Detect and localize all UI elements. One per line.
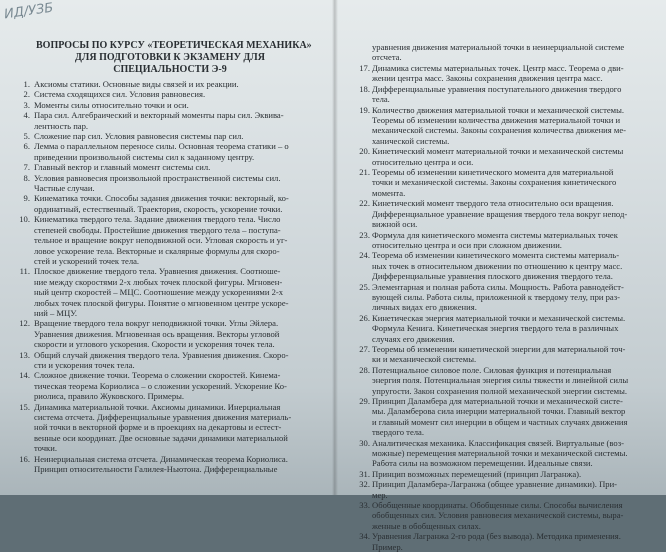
question-number: 29.: [359, 396, 370, 406]
question-text-line: Лемма о параллельном переносе силы. Основная теорема статики – о: [34, 141, 289, 152]
question-text-line: Кинетический момент твердого тела относительно оси вращения.: [372, 198, 614, 209]
question-number: 32.: [359, 479, 370, 490]
question-text-line: Дифференциальные уравнения плоского движения твердого тела.: [372, 271, 613, 282]
question-text-line: ки и механической системы.: [372, 354, 477, 365]
question-item: [350, 500, 650, 531]
question-item: [10, 173, 316, 194]
question-item: [350, 469, 650, 479]
question-text-line: ние между скоростями 2-х любых точек плоской фигуры. Мгновен-: [34, 276, 283, 287]
question-text-line: Пара сил. Алгебраический и векторный моменты пары сил. Эквива-: [34, 110, 284, 121]
question-text-line: Кинетическая энергия материальной точки и механической системы.: [372, 312, 626, 323]
question-item: [350, 479, 650, 500]
question-text-line: Уравнения Лагранжа 2-го рода (без вывода). Методика применения.: [372, 531, 621, 542]
question-number: 18.: [359, 83, 370, 94]
question-text-line: относительно центра и оси при сложном движении.: [372, 239, 562, 250]
question-number: 23.: [359, 229, 370, 240]
question-number: 2.: [23, 89, 30, 100]
question-text-line: точки.: [34, 443, 57, 454]
question-item: [350, 105, 650, 147]
question-text-line: Уравнения движения. Мгновенная ось вращения. Векторы угловой: [34, 328, 280, 339]
question-item: [350, 396, 650, 438]
question-number: 28.: [359, 364, 370, 375]
question-text-line: Теоремы об изменении кинетического момента для материальной: [372, 167, 614, 178]
question-text-line: Динамика материальной точки. Аксиомы динамики. Инерциальная: [34, 401, 281, 412]
question-text-line: система отсчета. Дифференциальные уравнения движения материаль-: [34, 412, 292, 422]
question-text-line: Неинерциальная система отсчета. Динамическая теорема Кориолиса.: [34, 453, 288, 464]
question-text-line: обобщенных сил. Условия равновесия механической системы, выра-: [372, 510, 624, 521]
question-text-line: мы. Даламберова сила инерции материальной точки. Главный вектор: [372, 406, 626, 417]
question-text-line: ханической системы.: [372, 135, 450, 146]
question-text-line: Количество движения материальной точки и механической системы.: [372, 104, 625, 115]
question-text-line: стей и ускорений точек тела.: [34, 255, 140, 266]
question-text-line: Общий случай движения твердого тела. Уравнения движения. Скоро-: [34, 349, 289, 360]
question-text-line: ний – МЦУ.: [34, 307, 78, 318]
question-item: [350, 167, 650, 198]
question-text-line: ловое ускорение тела. Векторные и скалярные формулы для скоро-: [34, 245, 280, 256]
question-number: 8.: [23, 172, 30, 183]
question-number: 25.: [359, 281, 370, 292]
question-text-line: Кинематика твердого тела. Задание движения твердого тела. Число: [34, 214, 281, 225]
question-text-line: женные в обобщенных силах.: [372, 520, 481, 531]
question-text-line: Кинематика точки. Способы задания движения точки: векторный, ко-: [34, 193, 289, 204]
question-item: [10, 110, 316, 131]
question-text-line: Пример.: [372, 541, 403, 552]
question-list-right: [350, 63, 650, 552]
question-text-line: личных видах его движения.: [372, 302, 477, 313]
question-text-line: вижной оси.: [372, 219, 418, 230]
question-text-line: Кинетический момент материальной точки и механической системы: [372, 146, 624, 157]
question-number: 30.: [359, 437, 370, 448]
question-item: [10, 318, 316, 349]
question-text-line: тела.: [372, 94, 390, 105]
question-number: 19.: [359, 104, 370, 115]
question-number: 6.: [23, 141, 30, 152]
question-number: 1.: [23, 79, 30, 89]
question-number: 21.: [359, 167, 370, 178]
question-item: [350, 146, 650, 167]
question-list-left: [10, 79, 316, 474]
question-item: [350, 250, 650, 281]
question-text-line: риолиса, правило Жуковского. Примеры.: [34, 391, 185, 402]
question-text-line: любых точек плоской фигуры. Понятие о мгновенном центре ускоре-: [34, 297, 289, 308]
question-number: 10.: [19, 214, 30, 225]
question-item: [10, 141, 316, 162]
question-number: 11.: [19, 266, 30, 277]
question-item: [350, 531, 650, 552]
question-item: [10, 89, 316, 99]
question-item: [10, 193, 316, 214]
question-item: [10, 162, 316, 172]
question-item: [350, 313, 650, 344]
question-number: 15.: [19, 401, 30, 412]
question-text-line: Моменты силы относительно точки и оси.: [34, 99, 189, 110]
question-number: 27.: [359, 343, 370, 354]
question-text-line: Потенциальное силовое поле. Силовая функция и потенциальная: [372, 364, 612, 375]
page-fold: [332, 0, 338, 495]
question-text-line: Главный вектор и главный момент системы сил.: [34, 162, 211, 173]
question-item: [10, 370, 316, 401]
question-text-line: Дифференциальные уравнения поступательного движения твердого: [372, 83, 622, 94]
title-line: ДЛЯ ПОДГОТОВКИ К ЭКЗАМЕНУ ДЛЯ: [75, 52, 265, 63]
continuation-line: отсчета.: [372, 52, 402, 63]
question-text-line: ных точек в относительном движении по отношению к центру масс.: [372, 260, 623, 271]
question-item: [350, 282, 650, 313]
title-line: СПЕЦИАЛЬНОСТИ Э-9: [113, 64, 227, 75]
question-text-line: скорости и углового ускорения. Скорости и ускорения точек тела.: [34, 339, 275, 350]
question-text-line: сти и ускорения точек тела.: [34, 359, 135, 370]
question-text-line: Формула Кенига. Кинетическая энергия твердого тела в различных: [372, 323, 619, 334]
question-text-line: относительно центра и оси.: [372, 156, 474, 167]
question-number: 4.: [23, 110, 30, 121]
question-text-line: Принцип относительности Галилея-Ньютона. Дифференциальные: [34, 464, 278, 475]
question-number: 12.: [19, 318, 30, 329]
question-text-line: Принцип возможных перемещений (принцип Лагранжа).: [372, 468, 582, 479]
question-item: [10, 100, 316, 110]
question-item: [10, 350, 316, 371]
question-text-line: лентность пар.: [34, 120, 89, 131]
question-number: 31.: [359, 468, 370, 479]
question-number: 14.: [19, 370, 30, 381]
question-item: [350, 344, 650, 365]
question-text-line: Принцип Даламбера-Лагранжа (общее уравнение динамики). При-: [372, 479, 618, 490]
question-text-line: Условия равновесия произвольной пространственной системы сил.: [34, 172, 281, 183]
question-text-line: Дифференциальное уравнение вращения твердого тела вокруг непод-: [372, 208, 628, 219]
question-text-line: вующей силы. Работа силы, приложенной к твердому телу, при раз-: [372, 291, 621, 302]
question-text-line: Обобщенные координаты. Обобщенные силы. Способы вычисления: [372, 500, 623, 511]
question-number: 9.: [23, 193, 30, 204]
page-title: [36, 40, 312, 76]
question-text-line: и главный момент сил инерции в общем и частных случаях движения: [372, 416, 628, 427]
question-number: 20.: [359, 146, 370, 157]
question-text-line: тическая теорема Кориолиса – о сложении ускорений. Ускорение Ко-: [34, 380, 287, 391]
question-item: [10, 79, 316, 89]
question-text-line: приведении произвольной системы сил к заданному центру.: [34, 151, 255, 162]
question-text-line: Частные случаи.: [34, 183, 95, 194]
question-text-line: Аналитическая механика. Классификация связей. Виртуальные (воз-: [372, 437, 624, 448]
question-text-line: Сложение пар сил. Условия равновесия системы пар сил.: [34, 131, 244, 142]
continuation-text: [372, 42, 624, 63]
question-text-line: степеней свободы. Простейшие движения твердого тела – поступа-: [34, 224, 281, 235]
question-text-line: упругости. Закон сохранения полной механической энергии системы.: [372, 385, 628, 396]
question-text-line: Теоремы об изменении количества движения материальной точки и: [372, 115, 621, 126]
question-text-line: случаях его движения.: [372, 333, 455, 344]
question-number: 16.: [19, 453, 30, 464]
handwritten-note: ИД/УЗБ: [3, 0, 55, 23]
question-text-line: Аксиомы статики. Основные виды связей и их реакции.: [34, 79, 239, 89]
question-text-line: Плоское движение твердого тела. Уравнения движения. Соотноше-: [34, 266, 281, 277]
question-text-line: момента.: [372, 187, 406, 198]
question-text-line: Принцип Даламбера для материальной точки и механической систе-: [372, 396, 623, 406]
question-text-line: Система сходящихся сил. Условия равновесия.: [34, 89, 206, 100]
question-text-line: ный центр скоростей – МЦС. Соотношение между ускорениями 2-х: [34, 287, 284, 298]
question-text-line: венные оси координат. Две основные задачи динамики материальной: [34, 432, 288, 443]
question-text-line: ной точки в векторной форме и в проекциях на декартовы и естест-: [34, 422, 282, 433]
question-number: 33.: [359, 500, 370, 511]
question-text-line: твердого тела.: [372, 427, 425, 438]
question-number: 13.: [19, 349, 30, 360]
question-number: 22.: [359, 198, 370, 209]
question-number: 5.: [23, 131, 30, 142]
question-item: [10, 402, 316, 454]
question-number: 17.: [359, 63, 370, 73]
question-text-line: энергия поля. Потенциальная энергия силы тяжести и линейной силы: [372, 375, 629, 386]
question-number: 3.: [23, 99, 30, 110]
question-text-line: Элементарная и полная работа силы. Мощность. Работа равнодейст-: [372, 281, 624, 292]
question-number: 7.: [23, 162, 30, 173]
question-text-line: Работа силы на возможном перемещении. Идеальные связи.: [372, 458, 593, 469]
question-item: [10, 131, 316, 141]
question-text-line: ординатный, естественный. Траектория, скорость, ускорение точки.: [34, 203, 283, 214]
question-item: [350, 230, 650, 251]
question-item: [10, 214, 316, 266]
question-item: [350, 84, 650, 105]
question-text-line: Вращение твердого тела вокруг неподвижной точки. Углы Эйлера.: [34, 318, 279, 329]
question-text-line: механической системы. Законы сохранения количества движения ме-: [372, 125, 627, 136]
question-number: 34.: [359, 531, 370, 542]
question-item: [350, 198, 650, 229]
question-text-line: Динамика системы материальных точек. Центр масс. Теорема о дви-: [372, 63, 624, 73]
question-text-line: Теорема об изменении кинетического момента системы материаль-: [372, 250, 620, 261]
question-text-line: Формула для кинетического момента системы материальных точек: [372, 229, 618, 240]
question-item: [10, 454, 316, 475]
question-number: 24.: [359, 250, 370, 261]
question-text-line: Теоремы об изменении кинетической энергии для материальной точ-: [372, 343, 626, 354]
question-text-line: тельное и вращение вокруг неподвижной оси. Угловая скорость и уг-: [34, 235, 288, 246]
question-item: [350, 365, 650, 396]
question-text-line: можные) перемещения материальной точки и механической системы.: [372, 448, 628, 459]
question-text-line: точки и механической системы. Законы сохранения кинетического: [372, 177, 617, 188]
continuation-line: уравнения движения материальной точки в неинерциальной системе: [372, 42, 625, 52]
title-line: ВОПРОСЫ ПО КУРСУ «ТЕОРЕТИЧЕСКАЯ МЕХАНИКА»: [36, 40, 312, 51]
question-item: [10, 266, 316, 318]
question-number: 26.: [359, 312, 370, 323]
question-item: [350, 438, 650, 469]
question-text-line: мер.: [372, 489, 388, 500]
question-item: [350, 63, 650, 84]
question-text-line: Сложное движение точки. Теорема о сложении скоростей. Кинема-: [34, 370, 281, 381]
question-text-line: жении центра масс. Законы сохранения движения центра масс.: [372, 73, 603, 84]
